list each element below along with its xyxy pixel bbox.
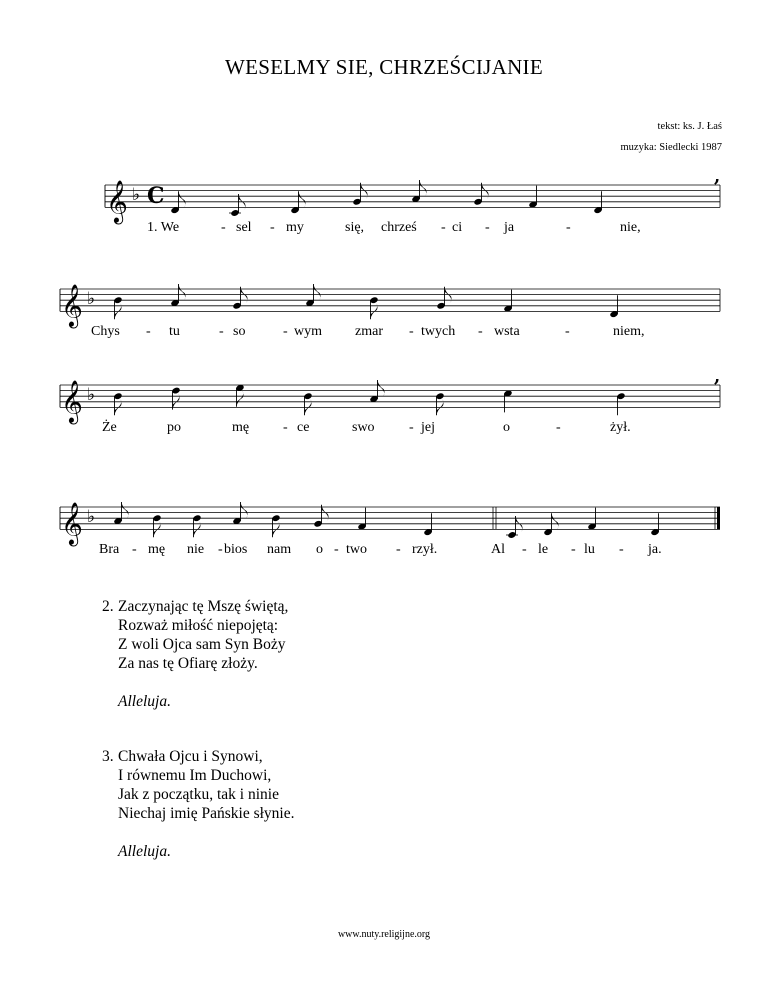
note-flag	[314, 284, 321, 300]
verse-2	[102, 597, 288, 711]
note-flag	[241, 502, 248, 518]
song-title: WESELMY SIE, CHRZEŚCIJANIE	[225, 55, 543, 79]
lyric-syllable: le	[538, 542, 549, 557]
lyric-syllable: rzył.	[412, 542, 438, 557]
common-time-icon: C	[147, 183, 165, 210]
lyric-syllable: mę	[148, 542, 166, 557]
lyric-syllable: Chys	[91, 324, 120, 339]
syllable-hyphen: -	[146, 324, 151, 339]
lyric-syllable: o	[503, 420, 510, 435]
syllable-hyphen: -	[478, 324, 483, 339]
syllable-hyphen: -	[566, 220, 571, 235]
note-flag	[179, 284, 186, 300]
lyric-syllable: ja	[504, 220, 515, 235]
lyric-syllable: two	[346, 542, 367, 557]
syllable-hyphen: -	[565, 324, 570, 339]
verse-3	[102, 747, 295, 861]
lyric-syllable: sel	[236, 220, 252, 235]
lyric-syllable: niem,	[613, 324, 645, 339]
verse-line: Jak z początku, tak i ninie	[118, 786, 279, 803]
flat-key-signature-icon: ♭	[87, 507, 96, 528]
lyric-syllable: tu	[169, 324, 180, 339]
syllable-hyphen: -	[571, 542, 576, 557]
syllable-hyphen: -	[409, 324, 414, 339]
syllable-hyphen: -	[396, 542, 401, 557]
note-flag	[552, 513, 559, 529]
verse-refrain: Alleluja.	[118, 843, 171, 860]
syllable-hyphen: -	[219, 324, 224, 339]
treble-clef-icon: 𝄞	[61, 501, 83, 545]
breath-mark-icon: ,	[714, 166, 721, 187]
verse-refrain: Alleluja.	[118, 693, 171, 710]
lyric-syllable: ci	[452, 220, 463, 235]
lyric-syllable: my	[286, 220, 304, 235]
lyric-syllable: mę	[232, 420, 250, 435]
verse-number: 2.	[102, 598, 114, 615]
verse-line: Z woli Ojca sam Syn Boży	[118, 636, 286, 653]
lyric-syllable: nie	[187, 542, 205, 557]
lyric-syllable: jej	[421, 420, 435, 435]
verse-line: Rozważ miłość niepojętą:	[118, 617, 279, 634]
lyric-syllable: wym	[294, 324, 322, 339]
verse-line: Chwała Ojcu i Synowi,	[118, 748, 263, 765]
lyric-syllable: swo	[352, 420, 375, 435]
verse-line: Za nas tę Ofiarę złoży.	[118, 655, 258, 672]
verse-line: Niechaj imię Pańskie słynie.	[118, 805, 295, 822]
lyric-syllable: wsta	[494, 324, 520, 339]
syllable-hyphen: -	[270, 220, 275, 235]
syllable-hyphen: -	[283, 324, 288, 339]
syllable-hyphen: -	[441, 220, 446, 235]
syllable-hyphen: -	[409, 420, 414, 435]
music-credit: muzyka: Siedlecki 1987	[620, 142, 722, 153]
note-flag	[299, 191, 306, 207]
lyric-syllable: bios	[224, 542, 248, 557]
syllable-hyphen: -	[619, 542, 624, 557]
lyric-syllable: so	[233, 324, 246, 339]
note-flag	[420, 180, 427, 196]
note-flag	[122, 502, 129, 518]
lyric-syllable: Że	[102, 420, 117, 435]
verse-number: 3.	[102, 748, 114, 765]
breath-mark-icon: ,	[714, 366, 721, 387]
lyric-syllable: Al	[491, 542, 505, 557]
lyric-syllable: ce	[297, 420, 310, 435]
flat-key-signature-icon: ♭	[132, 185, 141, 206]
syllable-hyphen: -	[334, 542, 339, 557]
flat-key-signature-icon: ♭	[87, 385, 96, 406]
lyric-syllable: żył.	[610, 420, 631, 435]
treble-clef-icon: 𝄞	[61, 283, 83, 327]
note-flag	[179, 191, 186, 207]
lyrics-credit: tekst: ks. J. Łaś	[657, 121, 722, 132]
syllable-hyphen: -	[132, 542, 137, 557]
flat-key-signature-icon: ♭	[87, 289, 96, 310]
treble-clef-icon: 𝄞	[61, 379, 83, 423]
note-flag	[237, 391, 244, 407]
footer-url: www.nuty.religijne.org	[337, 929, 431, 940]
lyric-syllable: lu	[584, 542, 595, 557]
lyric-syllable: się,	[345, 220, 365, 235]
syllable-hyphen: -	[283, 420, 288, 435]
syllable-hyphen: -	[522, 542, 527, 557]
syllable-hyphen: -	[221, 220, 226, 235]
lyric-syllable: zmar	[355, 324, 383, 339]
verse-line: I równemu Im Duchowi,	[118, 767, 272, 784]
syllable-hyphen: -	[218, 542, 223, 557]
lyric-syllable: nie,	[620, 220, 641, 235]
verse-line: Zaczynając tę Mszę świętą,	[118, 598, 289, 615]
lyric-syllable: twych	[421, 324, 456, 339]
lyric-syllable: Bra	[99, 542, 120, 557]
syllable-hyphen: -	[485, 220, 490, 235]
syllable-hyphen: -	[556, 420, 561, 435]
treble-clef-icon: 𝄞	[106, 179, 128, 223]
lyric-syllable: 1. We	[147, 220, 180, 235]
lyric-syllable: po	[167, 420, 181, 435]
note-flag	[378, 380, 385, 396]
lyric-syllable: ja.	[648, 542, 662, 557]
lyric-syllable: nam	[267, 542, 292, 557]
lyric-syllable: o	[316, 542, 323, 557]
lyric-syllable: chrześ	[381, 220, 417, 235]
